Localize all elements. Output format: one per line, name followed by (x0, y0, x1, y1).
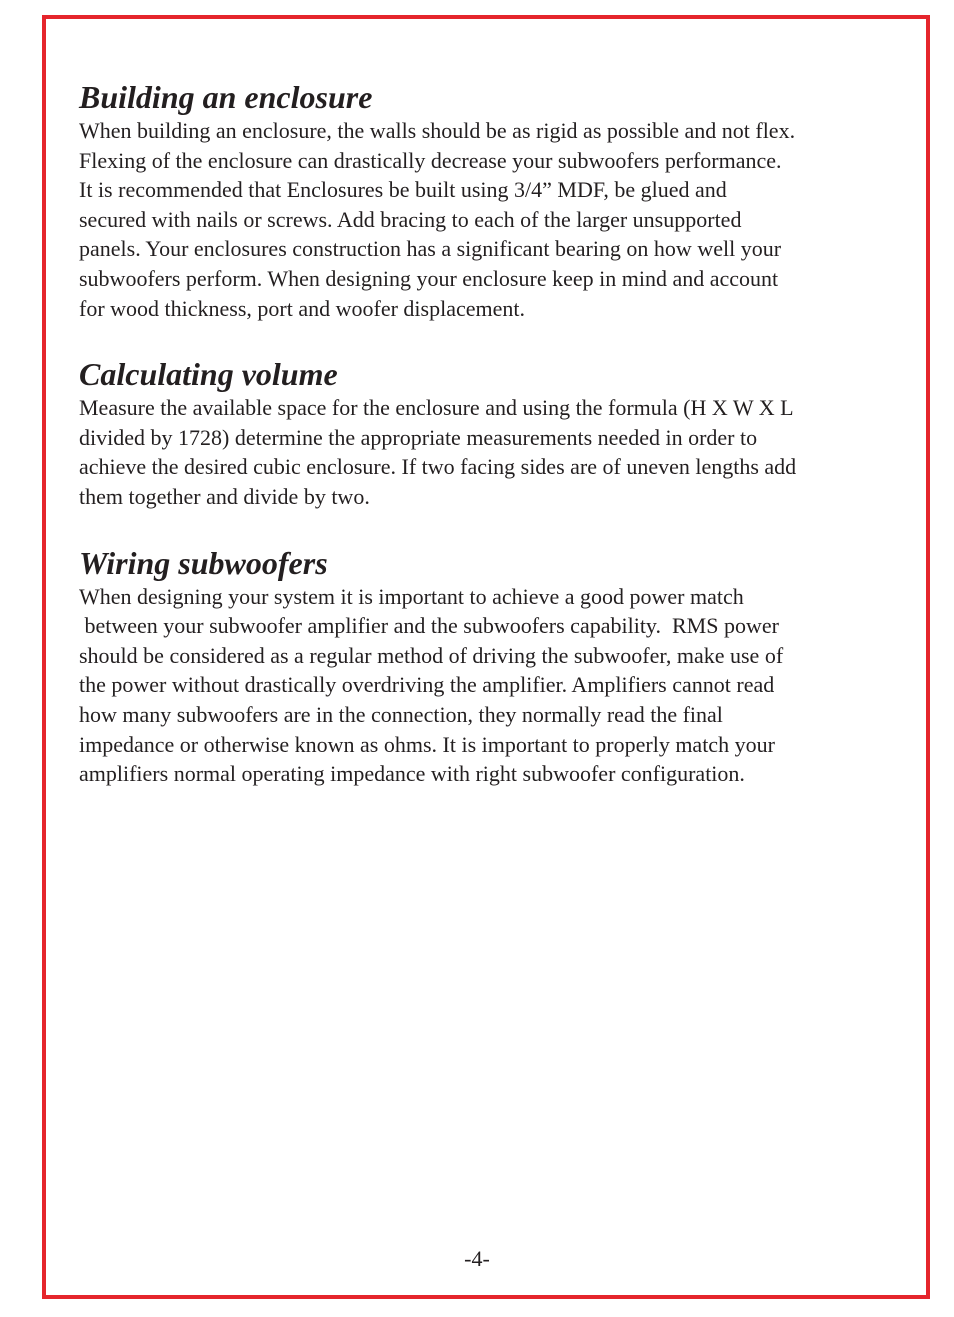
paragraph-line: impedance or otherwise known as ohms. It is important to properly match your (79, 731, 775, 757)
section-paragraph (79, 582, 894, 789)
section-paragraph (79, 393, 894, 511)
paragraph-line: for wood thickness, port and woofer displacement. (79, 295, 525, 321)
section-paragraph (79, 116, 894, 323)
paragraph-line: panels. Your enclosures construction has a significant bearing on how well your (79, 236, 782, 262)
section-wiring-subwoofers (79, 544, 894, 789)
paragraph-line: Measure the available space for the enclosure and using the formula (H X W X L (79, 395, 794, 421)
paragraph-line: between your subwoofer amplifier and the subwoofers capability. RMS power (79, 613, 779, 639)
paragraph-line: When building an enclosure, the walls should be as rigid as possible and not flex. (79, 118, 796, 143)
paragraph-line: them together and divide by two. (79, 483, 370, 509)
page-content (79, 78, 894, 789)
section-heading: Wiring subwoofers (79, 544, 328, 581)
paragraph-line: the power without drastically overdriving the amplifier. Amplifiers cannot read (79, 672, 775, 698)
section-heading: Calculating volume (79, 356, 338, 393)
section-building-enclosure (79, 78, 894, 323)
section-heading: Building an enclosure (79, 79, 373, 115)
section-calculating-volume (79, 355, 894, 511)
paragraph-line: amplifiers normal operating impedance with right subwoofer configuration. (79, 761, 745, 787)
paragraph-line: When designing your system it is important to achieve a good power match (79, 583, 744, 609)
paragraph-line: how many subwoofers are in the connection, they normally read the final (79, 701, 723, 727)
paragraph-line: secured with nails or screws. Add bracing to each of the larger unsupported (79, 206, 742, 232)
paragraph-line: subwoofers perform. When designing your enclosure keep in mind and account (79, 265, 779, 291)
paragraph-line: achieve the desired cubic enclosure. If two facing sides are of uneven lengths add (79, 454, 797, 480)
paragraph-line: should be considered as a regular method of driving the subwoofer, make use of (79, 642, 784, 668)
paragraph-line: It is recommended that Enclosures be built using 3/4” MDF, be glued and (79, 177, 727, 203)
paragraph-line: divided by 1728) determine the appropriate measurements needed in order to (79, 424, 758, 450)
page-number: -4- (464, 1246, 490, 1271)
paragraph-line: Flexing of the enclosure can drastically decrease your subwoofers performance. (79, 147, 782, 173)
